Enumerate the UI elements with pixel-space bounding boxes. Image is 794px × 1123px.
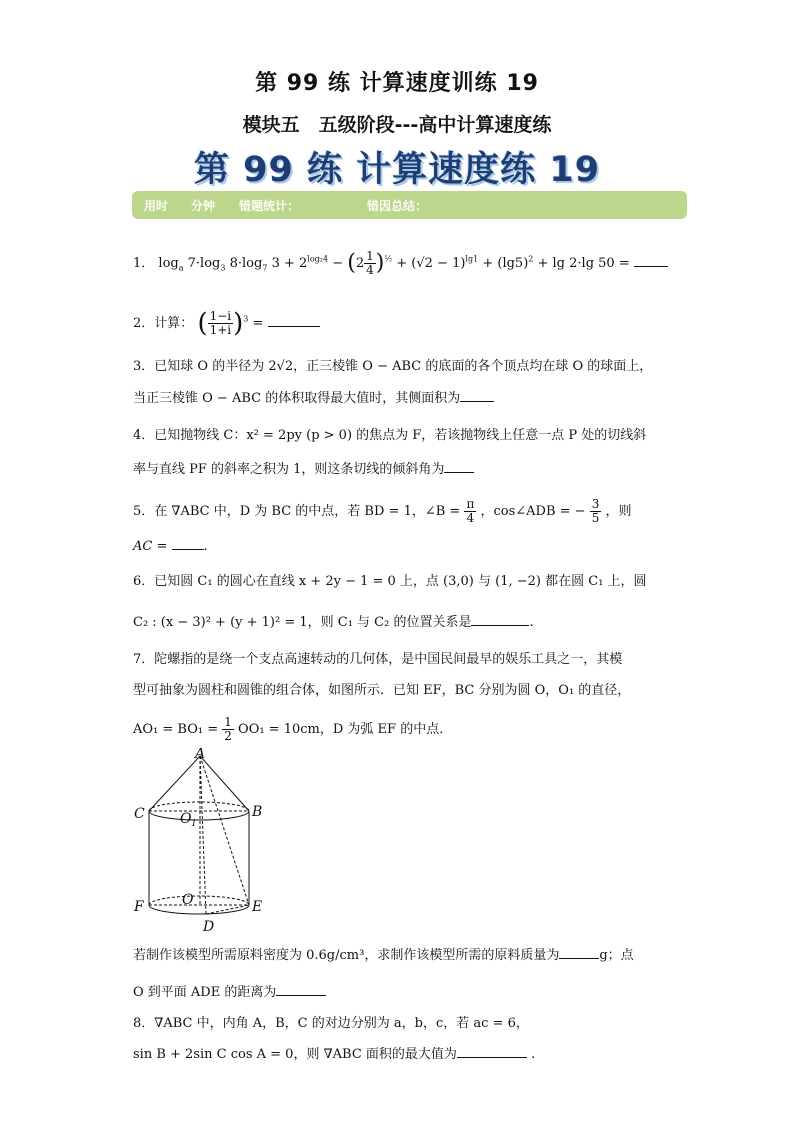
question-7-line-5: O 到平面 ADE 的距离为 (133, 983, 326, 1002)
answer-blank[interactable] (460, 389, 494, 402)
label-a: A (195, 748, 206, 762)
label-f: F (134, 899, 144, 915)
question-5-line-1: 5．在 ∇ABC 中，D 为 BC 的中点，若 BD = 1，∠B = $\frac{\pi}{4}$ ，cos∠ADB = − $\frac{3}{5}$ ，则 (133, 497, 632, 525)
minutes-label: 分钟 (191, 199, 216, 213)
answer-blank[interactable] (634, 254, 668, 267)
answer-blank[interactable] (559, 946, 599, 959)
answer-blank[interactable] (268, 314, 320, 327)
error-stats-label: 错题统计： (239, 199, 300, 213)
question-6-line-2: C₂ : (x − 3)² + (y + 1)² = 1，则 C₁ 与 C₂ 的位置关系是 . (133, 615, 534, 630)
page-title: 第 99 练 计算速度训练 19 (255, 71, 539, 96)
answer-blank[interactable] (444, 460, 474, 473)
question-2: 2．计算： ( $\frac{1-i}{1+i}$ )$^3$ = (133, 310, 320, 337)
label-o: O (182, 892, 194, 908)
question-5-line-2: AC = . (133, 539, 208, 554)
question-3-line-1: 3．已知球 O 的半径为 2√2，正三棱锥 O − ABC 的底面的各个顶点均在球 O 的球面上， (133, 359, 653, 374)
question-7-line-1: 7．陀螺指的是绕一个支点高速转动的几何体，是中国民间最早的娱乐工具之一，其模 (133, 652, 623, 667)
top-ellipse-back (149, 802, 249, 811)
top-ellipse-front (149, 811, 249, 820)
time-label: 用时 (144, 199, 169, 213)
question-4-line-2: 率与直线 PF 的斜率之积为 1，则这条切线的倾斜角为 (133, 460, 474, 479)
question-3-line-2: 当正三棱锥 O − ABC 的体积取得最大值时，其侧面积为 (133, 389, 494, 408)
question-8-line-1: 8．∇ABC 中，内角 A，B，C 的对边分别为 a，b，c，若 ac = 6， (133, 1016, 529, 1031)
line-ae (200, 756, 249, 905)
question-7-line-4: 若制作该模型所需原料密度为 0.6g/cm³，求制作该模型所需的原料质量为 g；点 (133, 948, 634, 963)
line-ad (200, 756, 206, 914)
question-7-line-3: AO₁ = BO₁ = $\frac{1}{2}$ OO₁ = 10cm，D 为弧 EF 的中点． (133, 715, 453, 743)
question-8-line-2: sin B + 2sin C cos A = 0，则 ∇ABC 面积的最大值为 . (133, 1047, 536, 1062)
module-subtitle: 模块五 五级阶段---高中计算速度练 (242, 114, 552, 136)
label-c: C (134, 806, 145, 822)
question-1: 1． $\log_a 7\cdot\log_3$ $8\cdot\log_7$ $3 + 2^{log_24} - (2$ $\frac{1}{4}$ )$^{\frac{1}{2}} + (√2 - 1)^{lg1} + (\lg 5)^2 + \lg 2\cdot\lg$ 50 = (133, 250, 668, 278)
label-e: E (252, 899, 263, 915)
bottom-ellipse-back (149, 896, 249, 905)
label-d: D (203, 919, 215, 935)
answer-blank[interactable] (471, 613, 529, 626)
label-o1: O (180, 811, 192, 827)
label-b: B (252, 804, 263, 820)
bottom-ellipse-front (149, 905, 249, 914)
answer-blank[interactable] (172, 537, 204, 550)
big-decorative-title: 第 99 练 计算速度练 19 (193, 150, 601, 190)
question-7-line-2: 型可抽象为圆柱和圆锥的组合体，如图所示．已知 EF，BC 分别为圆 O，O₁ 的直径， (133, 683, 631, 698)
answer-blank[interactable] (276, 983, 326, 996)
error-causes-label: 错因总结： (367, 199, 428, 213)
label-o1-sub: 1 (191, 819, 197, 829)
question-4-line-1: 4．已知抛物线 C：x² = 2py (p > 0) 的焦点为 F，若该抛物线上任意一点 P 处的切线斜 (133, 428, 647, 443)
stats-bar (132, 191, 687, 219)
spinning-top-figure (130, 748, 270, 940)
question-6-line-1: 6．已知圆 C₁ 的圆心在直线 x + 2y − 1 = 0 上，点 (3,0) 与 (1, −2) 都在圆 C₁ 上，圆 (133, 574, 647, 589)
answer-blank[interactable] (457, 1045, 527, 1058)
cone-edge-right (200, 756, 249, 811)
